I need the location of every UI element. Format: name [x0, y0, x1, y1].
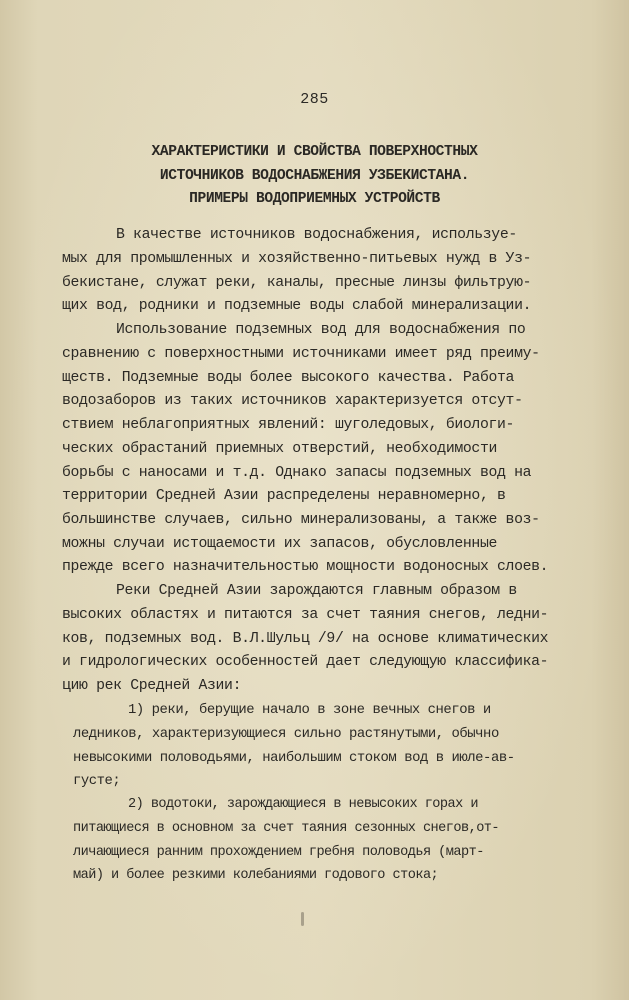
text-line-17: высоких областях и питаются за счет таяния снегов, ледни-: [62, 607, 549, 623]
text-line-22: ледников, характеризующиеся сильно растянутыми, обычно: [73, 726, 499, 742]
text-line-27: личающиеся ранним прохождением гребня половодья (март-: [73, 845, 484, 860]
text-line-28: май) и более резкими колебаниями годового стока;: [73, 868, 439, 883]
text-line-3: бекистане, служат реки, каналы, пресные линзы фильтрую-: [62, 275, 532, 291]
text-line-13: большинстве случаев, сильно минерализованы, а также воз-: [62, 512, 540, 528]
text-line-5: Использование подземных вод для водоснабжения по: [116, 322, 526, 338]
text-line-8: водозаборов из таких источников характеризуется отсут-: [62, 393, 523, 409]
text-line-20: цию рек Средней Азии:: [62, 678, 242, 694]
ink-mark: [301, 912, 304, 926]
text-line-16: Реки Средней Азии зарождаются главным образом в: [116, 583, 517, 599]
text-line-9: ствием неблагоприятных явлений: шуголедовых, биологи-: [62, 417, 515, 433]
section-title-line-1: ХАРАКТЕРИСТИКИ И СВОЙСТВА ПОВЕРХНОСТНЫХ: [151, 144, 478, 160]
text-line-4: щих вод, родники и подземные воды слабой минерализации.: [62, 298, 532, 314]
text-line-21: 1) реки, берущие начало в зоне вечных снегов и: [128, 702, 491, 718]
text-line-2: мых для промышленных и хозяйственно-питьевых нужд в Уз-: [62, 251, 532, 267]
text-line-6: сравнению с поверхностными источниками имеет ряд преиму-: [62, 346, 540, 362]
text-line-19: и гидрологических особенностей дает следующую классифика-: [62, 654, 549, 670]
text-line-15: прежде всего назначительностью мощности водоносных слоев.: [62, 559, 549, 575]
text-line-12: территории Средней Азии распределены неравномерно, в: [62, 488, 506, 504]
text-line-23: невысокими половодьями, наибольшим стоком вод в июле-ав-: [73, 750, 515, 766]
text-line-10: ческих обрастаний приемных отверстий, необходимости: [62, 441, 498, 457]
text-line-14: можны случаи истощаемости их запасов, обусловленные: [62, 536, 498, 552]
page-number: 285: [300, 91, 329, 108]
text-line-1: В качестве источников водоснабжения, используе-: [116, 227, 517, 243]
text-line-24: густе;: [73, 773, 121, 789]
text-line-26: питающиеся в основном за счет таяния сезонных снегов,от-: [73, 821, 500, 836]
text-line-11: борьбы с наносами и т.д. Однако запасы подземных вод на: [62, 465, 532, 481]
text-line-18: ков, подземных вод. В.Л.Шульц /9/ на основе климатических: [62, 631, 549, 647]
text-line-25: 2) водотоки, зарождающиеся в невысоких горах и: [128, 797, 478, 812]
section-title-line-2: ИСТОЧНИКОВ ВОДОСНАБЖЕНИЯ УЗБЕКИСТАНА.: [159, 168, 470, 184]
text-line-7: ществ. Подземные воды более высокого качества. Работа: [62, 370, 515, 386]
section-title-line-3: ПРИМЕРЫ ВОДОПРИЕМНЫХ УСТРОЙСТВ: [189, 191, 440, 207]
